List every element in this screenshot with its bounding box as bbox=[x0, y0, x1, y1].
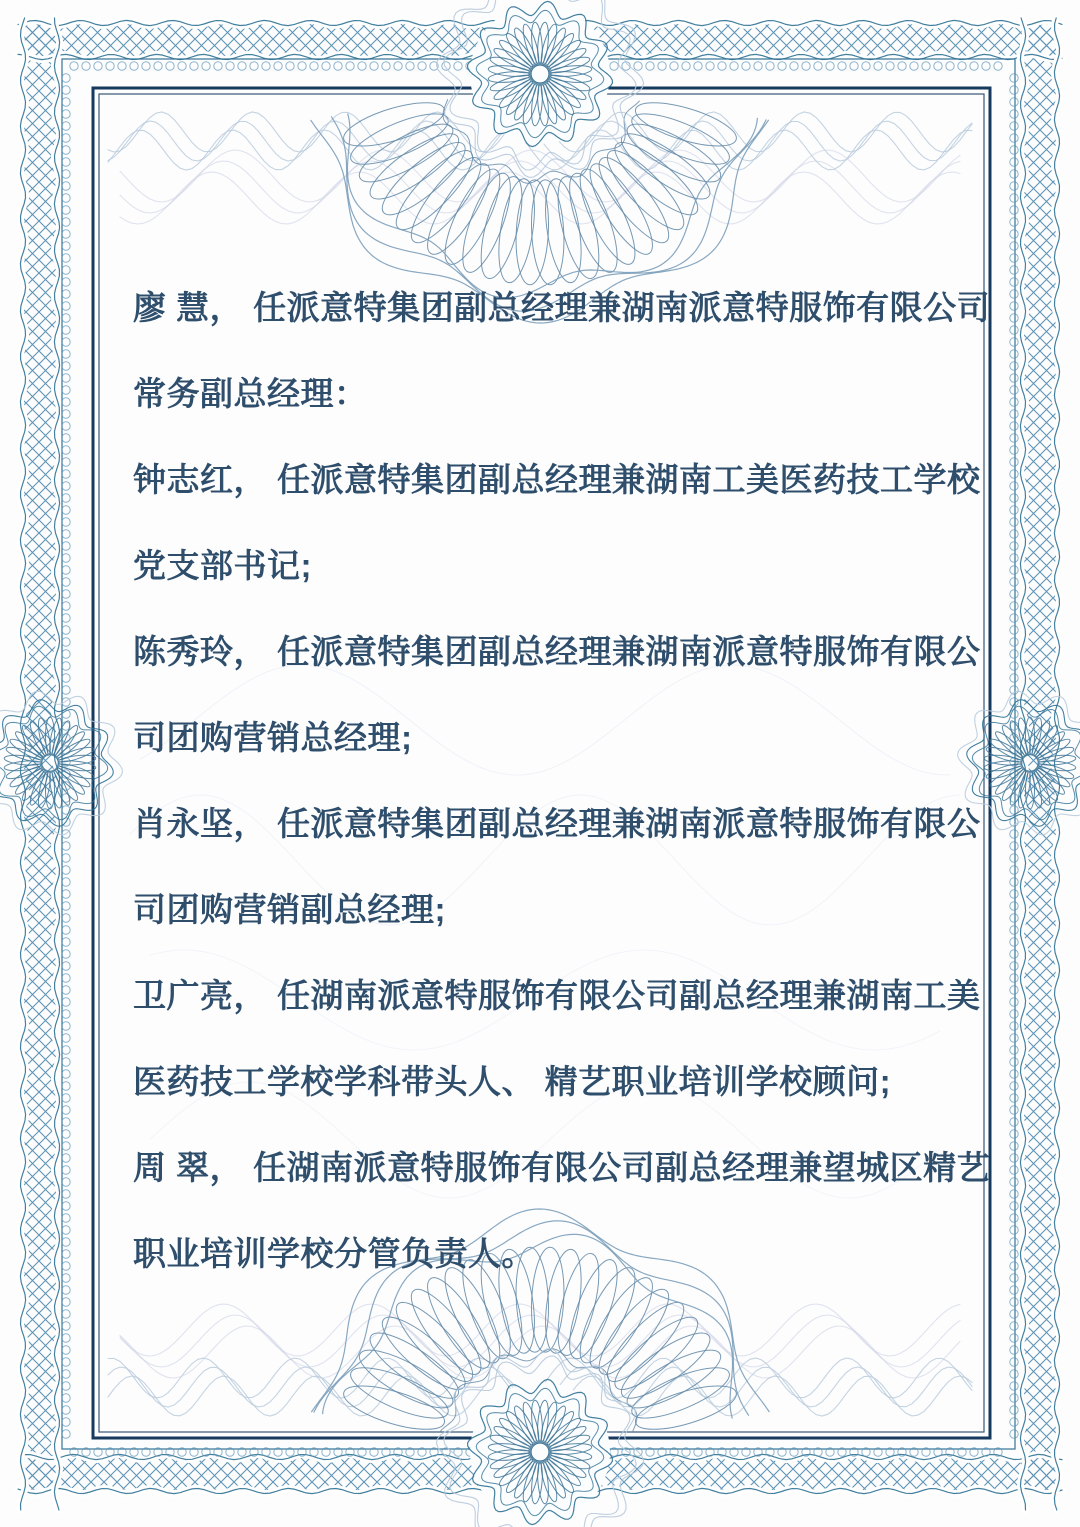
appointment-line: 医药技工学校学科带头人、 精艺职业培训学校顾问; bbox=[133, 1063, 892, 1100]
appointment-line: 常务副总经理： bbox=[133, 375, 368, 412]
person-name: 廖 慧， bbox=[133, 289, 244, 326]
appointment-paragraph bbox=[133, 781, 993, 953]
appointment-title: 任湖南派意特服饰有限公司副总经理兼望城区精艺 bbox=[253, 1149, 991, 1186]
person-name: 陈秀玲， bbox=[133, 633, 267, 670]
appointment-text bbox=[133, 265, 993, 1297]
appointment-line bbox=[133, 781, 993, 867]
person-name: 周 翠， bbox=[133, 1149, 244, 1186]
appointment-paragraph bbox=[133, 953, 993, 1125]
appointment-line bbox=[133, 953, 993, 1039]
appointment-paragraph bbox=[133, 437, 993, 609]
appointment-title: 任湖南派意特服饰有限公司副总经理兼湖南工美 bbox=[277, 977, 981, 1014]
appointment-title: 任派意特集团副总经理兼湖南派意特服饰有限公 bbox=[277, 633, 981, 670]
appointment-line: 职业培训学校分管负责人。 bbox=[133, 1235, 535, 1272]
appointment-title: 任派意特集团副总经理兼湖南工美医药技工学校 bbox=[277, 461, 981, 498]
appointment-line bbox=[133, 1125, 993, 1211]
appointment-title: 任派意特集团副总经理兼湖南派意特服饰有限公 bbox=[277, 805, 981, 842]
appointment-line bbox=[133, 437, 993, 523]
appointment-line: 司团购营销总经理; bbox=[133, 719, 413, 756]
appointment-line bbox=[133, 265, 993, 351]
appointment-title: 任派意特集团副总经理兼湖南派意特服饰有限公司 bbox=[253, 289, 991, 326]
appointment-paragraph bbox=[133, 1125, 993, 1297]
appointment-line: 党支部书记; bbox=[133, 547, 312, 584]
appointment-paragraph bbox=[133, 265, 993, 437]
appointment-line: 司团购营销副总经理; bbox=[133, 891, 446, 928]
appointment-line bbox=[133, 609, 993, 695]
person-name: 肖永坚， bbox=[133, 805, 267, 842]
appointment-paragraph bbox=[133, 609, 993, 781]
person-name: 钟志红， bbox=[133, 461, 267, 498]
person-name: 卫广亮， bbox=[133, 977, 267, 1014]
